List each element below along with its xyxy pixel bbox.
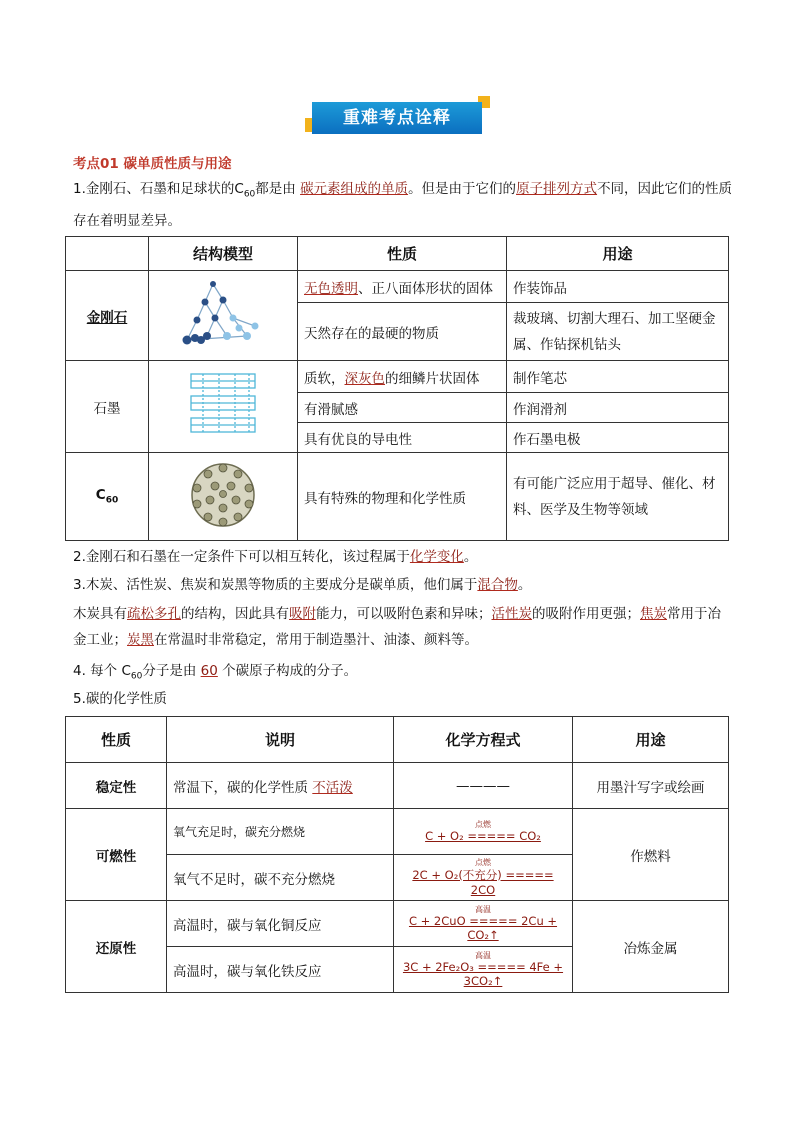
diamond-property-2: 天然存在的最硬的物质 (298, 303, 507, 361)
header-use: 用途 (573, 717, 729, 763)
carbon-chemical-properties-table (65, 716, 729, 993)
combustibility-desc-2: 氧气不足时，碳不充分燃烧 (167, 855, 394, 901)
graphite-use-1: 制作笔芯 (507, 361, 729, 393)
diamond-model (149, 271, 298, 361)
c60-structure-image (183, 458, 263, 532)
c60-model (149, 453, 298, 541)
stability-label: 稳定性 (66, 763, 167, 809)
combustion-equation-1: 点燃 C + O₂ ===== CO₂ (394, 809, 573, 855)
reduction-equation-1: 高温 C + 2CuO ===== 2Cu + CO₂↑ (394, 901, 573, 947)
combustion-equation-2: 点燃 2C + O₂(不充分) ===== 2CO (394, 855, 573, 901)
graphite-use-3: 作石墨电极 (507, 423, 729, 453)
diamond-property-1: 无色透明、正八面体形状的固体 (298, 271, 507, 303)
paragraph-2: 2.金刚石和石墨在一定条件下可以相互转化，该过程属于化学变化。 (73, 549, 478, 565)
reducibility-label: 还原性 (66, 901, 167, 993)
c60-label: $C_{60}$ (66, 453, 149, 541)
header-description: 说明 (167, 717, 394, 763)
diamond-structure-image (175, 276, 271, 352)
graphite-use-2: 作润滑剂 (507, 393, 729, 423)
diamond-use-1: 作装饰品 (507, 271, 729, 303)
paragraph-1: 1.金刚石、石墨和足球状的$C_{60}$都是由 碳元素组成的单质。但是由于它们的原子排列方式不同，因此它们的性质存在着明显差异。 (73, 181, 733, 229)
section-banner (308, 100, 486, 136)
stability-use: 用墨汁写字或绘画 (573, 763, 729, 809)
reducibility-desc-2: 高温时，碳与氧化铁反应 (167, 947, 394, 993)
c60-use: 有可能广泛应用于超导、催化、材料、医学及生物等领域 (507, 453, 729, 541)
stability-equation: ———— (394, 763, 573, 809)
reduction-equation-2: 高温 3C + 2Fe₂O₃ ===== 4Fe + 3CO₂↑ (394, 947, 573, 993)
diamond-use-2: 裁玻璃、切割大理石、加工坚硬金属、作钻探机钻头 (507, 303, 729, 361)
graphite-property-3: 具有优良的导电性 (298, 423, 507, 453)
topic-heading: 考点01 碳单质性质与用途 (73, 156, 232, 172)
banner-title: 重难考点诠释 (312, 102, 482, 134)
graphite-model (149, 361, 298, 453)
header-structure: 结构模型 (149, 237, 298, 271)
header-property: 性质 (66, 717, 167, 763)
graphite-structure-image (183, 368, 263, 442)
reducibility-desc-1: 高温时，碳与氧化铜反应 (167, 901, 394, 947)
combustibility-use: 作燃料 (573, 809, 729, 901)
stability-desc: 常温下，碳的化学性质 不活泼 (167, 763, 394, 809)
paragraph-5: 4. 每个 $C_{60}$分子是由 60 个碳原子构成的分子。 (73, 663, 358, 682)
paragraph-4: 木炭具有疏松多孔的结构，因此具有吸附能力，可以吸附色素和异味；活性炭的吸附作用更强；焦炭常用于冶金工业；炭黑在常温时非常稳定，常用于制造墨汁、油漆、颜料等。 (73, 606, 721, 648)
diamond-label: 金刚石 (66, 271, 149, 361)
carbon-allotropes-table (65, 236, 729, 541)
graphite-property-1: 质软，深灰色的细鳞片状固体 (298, 361, 507, 393)
combustibility-desc-1: 氧气充足时，碳充分燃烧 (167, 809, 394, 855)
combustibility-label: 可燃性 (66, 809, 167, 901)
reducibility-use: 冶炼金属 (573, 901, 729, 993)
header-use: 用途 (507, 237, 729, 271)
paragraph-3: 3.木炭、活性炭、焦炭和炭黑等物质的主要成分是碳单质，他们属于混合物。 (73, 577, 532, 593)
paragraph-6: 5.碳的化学性质 (73, 691, 167, 707)
header-property: 性质 (298, 237, 507, 271)
graphite-property-2: 有滑腻感 (298, 393, 507, 423)
graphite-label: 石墨 (66, 361, 149, 453)
c60-property: 具有特殊的物理和化学性质 (298, 453, 507, 541)
header-equation: 化学方程式 (394, 717, 573, 763)
